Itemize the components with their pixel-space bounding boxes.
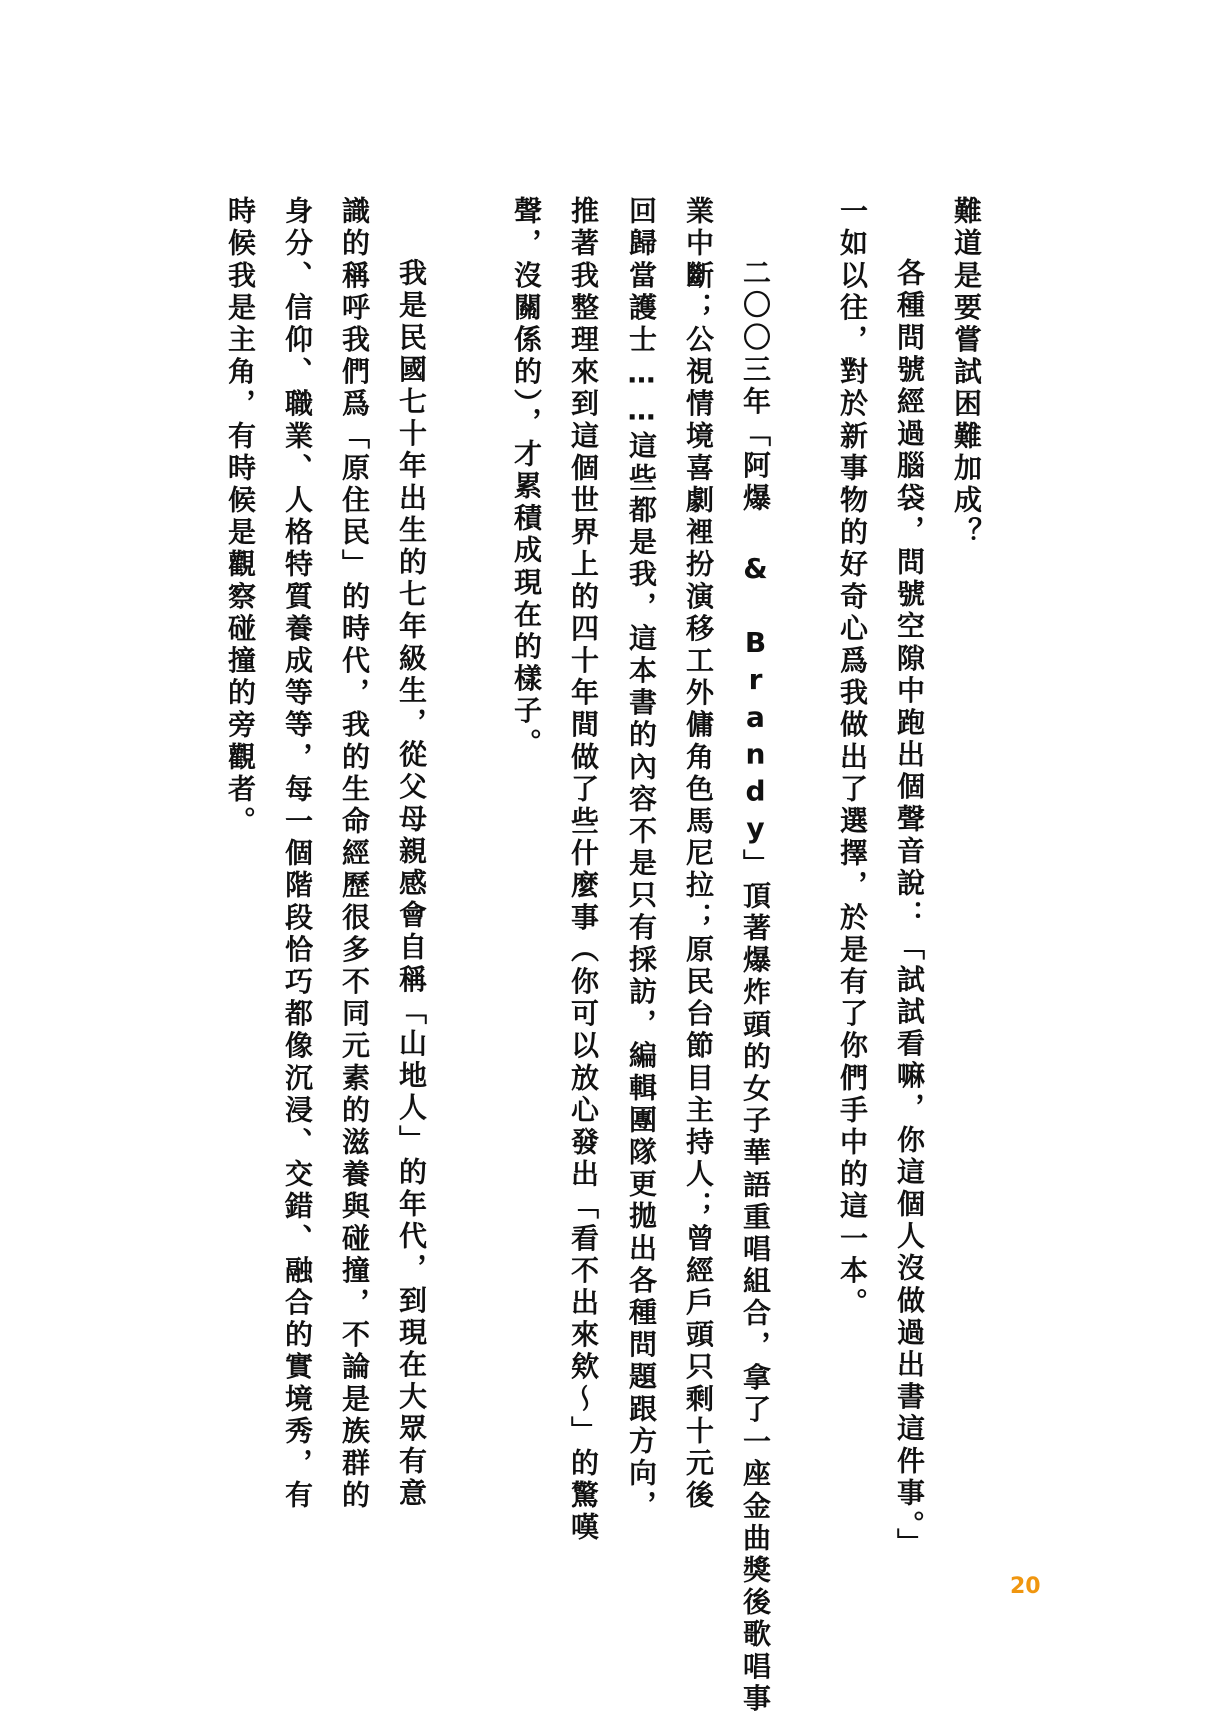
text-column-9: 我是民國七十年出生的七年級生，從父母親感會自稱「山地人」的年代，到現在大眾有意 [395,258,428,1510]
text-column-12: 時候我是主角，有時候是觀察碰撞的旁觀者。 [224,196,257,838]
text-column-11: 身分、信仰、職業、人格特質養成等等，每一個階段恰巧都像沉浸、交錯、融合的實境秀，有 [281,196,314,1513]
text-column-2: 各種問號經過腦袋，問號空隙中跑出個聲音說：「試試看嘛，你這個人沒做過出書這件事。」 [893,258,926,1561]
text-column-3: 一如以往，對於新事物的好奇心爲我做出了選擇，於是有了你們手中的這一本。 [836,196,869,1320]
text-column-6: 回歸當護士……這些都是我，這本書的內容不是只有採訪，編輯團隊更拋出各種問題跟方向， [625,196,658,1523]
text-column-8: 聲，沒關係的），才累積成現在的樣子。 [510,196,543,760]
text-column-4: 二〇〇三年「阿爆 & Brandy」頂著爆炸頭的女子華語重唱組合，拿了一座金曲獎後歌唱事 [739,258,772,1715]
page-number: 20 [1010,1574,1041,1599]
text-column-1: 難道是要嘗試困難加成？ [950,196,983,550]
text-column-5: 業中斷；公視情境喜劇裡扮演移工外傭角色馬尼拉；原民台節目主持人；曾經戶頭只剩十元後 [682,196,715,1513]
text-column-10: 識的稱呼我們爲「原住民」的時代，我的生命經歷很多不同元素的滋養與碰撞，不論是族群的 [338,196,371,1513]
text-column-7: 推著我整理來到這個世界上的四十年間做了些什麼事（你可以放心發出「看不出來欸～」的驚嘆 [567,196,600,1545]
